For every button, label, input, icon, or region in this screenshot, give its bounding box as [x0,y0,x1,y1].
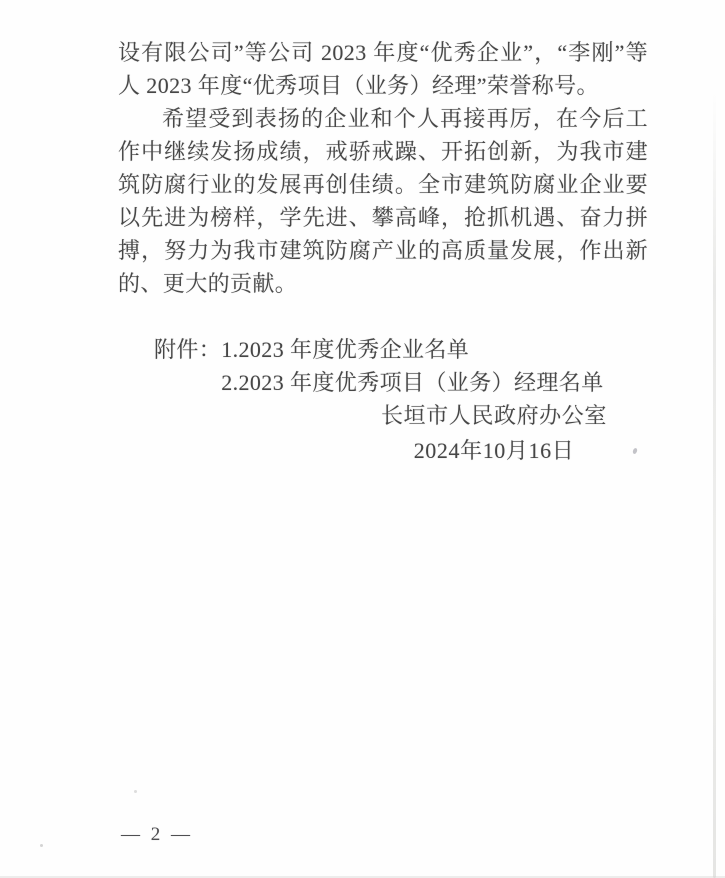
document-body [118,36,648,399]
signature-block [381,398,607,468]
attachments-label: 附件： [154,337,222,362]
scan-edge-shadow-right [713,90,716,878]
issue-date: 2024年10月16日 [413,438,575,463]
page-number: — 2 — [121,824,193,845]
attachments-list [221,333,648,399]
scan-speck [40,844,43,847]
attachments-block [118,333,648,399]
scan-speck [134,790,137,793]
paragraph-encouragement: 希望受到表扬的企业和个人再接再厉，在今后工作中继续发扬成绩，戒骄戒躁、开拓创新，为我市建筑防腐行业的发展再创佳绩。全市建筑防腐业企业要以先进为榜样，学先进、攀高峰，抢抓机遇、奋力拼搏，努力为我市建筑防腐产业的高质量发展，作出新的、更大的贡献。 [118,106,648,296]
issuing-office: 长垣市人民政府办公室 [380,403,607,428]
scan-speck [632,447,638,454]
paragraph-honor-titles: 设有限公司”等公司 2023 年度“优秀企业”，“李刚”等人 2023 年度“优秀项目（业务）经理”荣誉称号。 [118,40,648,98]
attachment-item-1: 1.2023 年度优秀企业名单 [221,337,470,362]
attachment-item-2: 2.2023 年度优秀项目（业务）经理名单 [221,370,604,395]
